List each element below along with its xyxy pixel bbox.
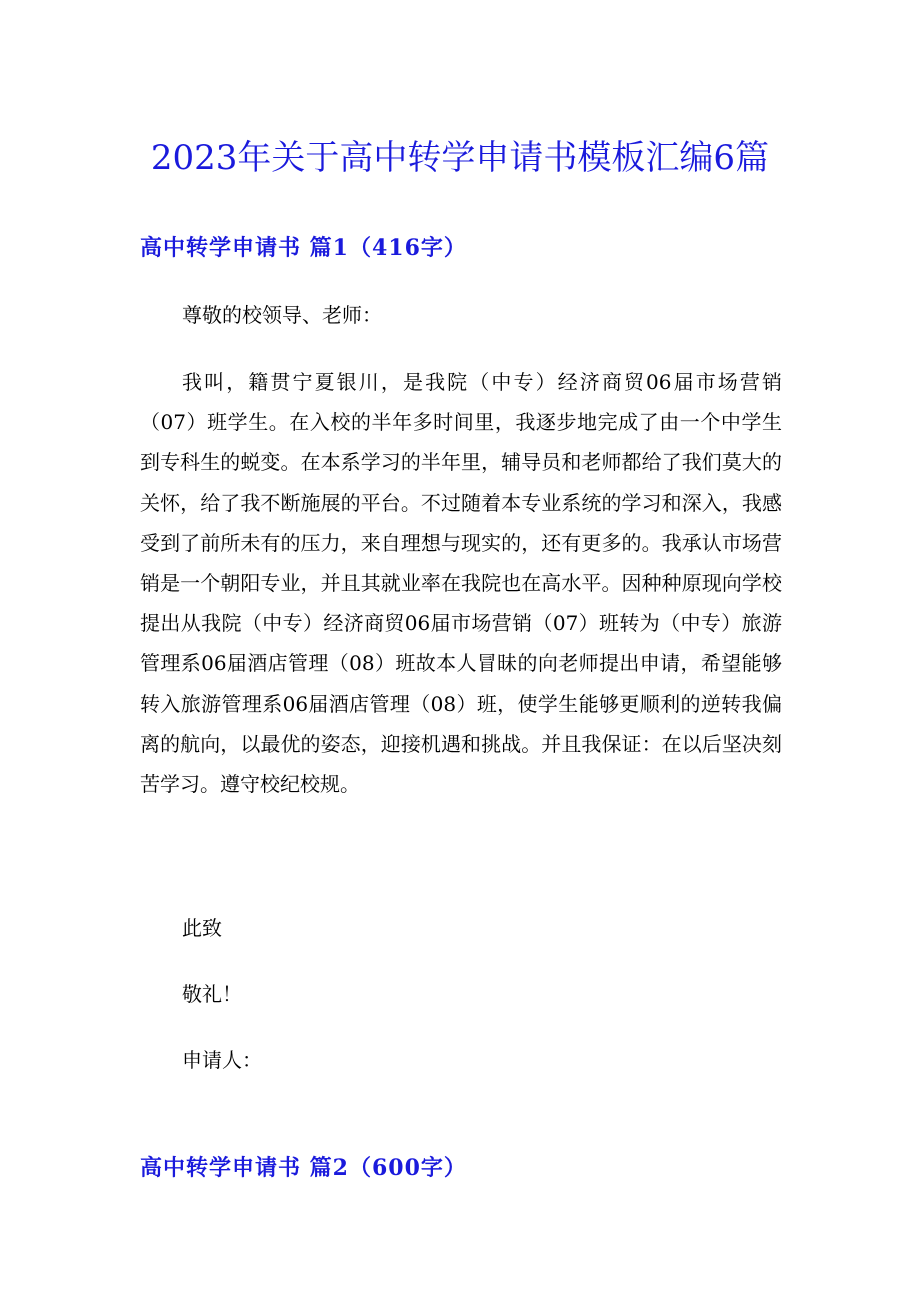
document-title: 2023年关于高中转学申请书模板汇编6篇 [150,138,770,178]
section-heading-2: 高中转学申请书 篇2（600字） [140,1155,467,1181]
section-heading-1: 高中转学申请书 篇1（416字） [140,235,467,261]
letter-body: 我叫，籍贯宁夏银川，是我院（中专）经济商贸06届市场营销（07）班学生。在入校的半年多时间里，我逐步地完成了由一个中学生到专科生的蜕变。在本系学习的半年里，辅导员和老师都给了我们莫大的关怀，给了我不断施展的平台。不过随着本专业系统的学习和深入，我感受到了前所未有的压力，来自理想与现实的，还有更多的。我承认市场营销是一个朝阳专业，并且其就业率在我院也在高水平。因种种原现向学校提出从我院（中专）经济商贸06届市场营销（07）班转为（中专）旅游管理系06届酒店管理（08）班故本人冒昧的向老师提出申请，希望能够转入旅游管理系06届酒店管理（08）班，使学生能够更顺利的逆转我偏离的航向，以最优的姿态，迎接机遇和挑战。并且我保证：在以后坚决刻苦学习。遵守校纪校规。 [140,370,782,797]
letter-signature-applicant: 申请人： [182,1048,262,1072]
letter-greeting: 尊敬的校领导、老师： [182,303,382,327]
letter-closing-jingli: 敬礼！ [182,982,242,1006]
letter-closing-zhizhi: 此致 [182,916,222,940]
